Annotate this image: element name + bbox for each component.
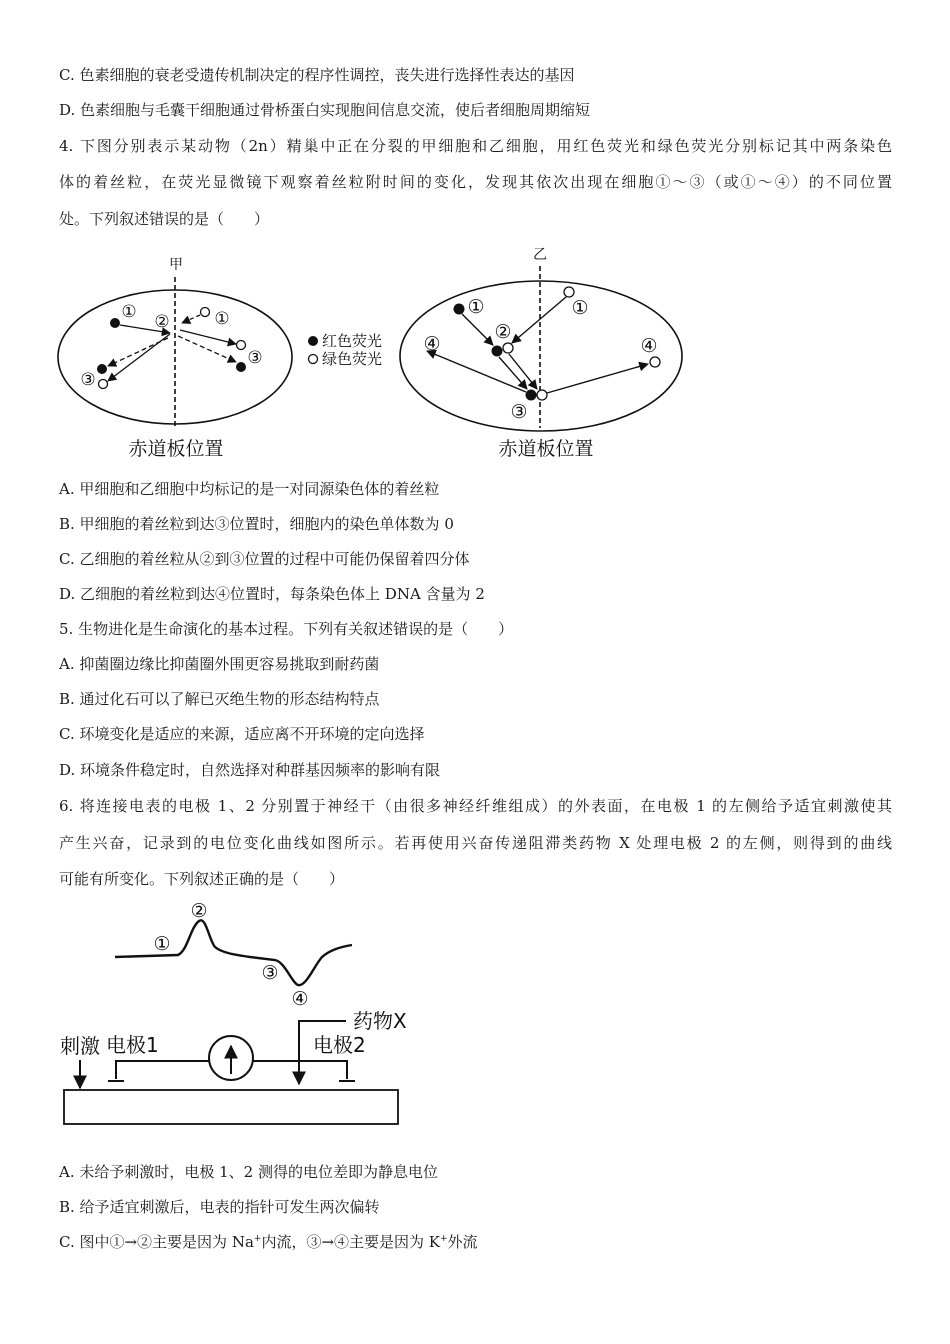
legend-green-label: 绿色荧光 [322,350,383,368]
q6-option-b: B. 给予适宜刺激后，电表的指针可发生两次偏转 [59,1198,380,1216]
q4-option-c: C. 乙细胞的着丝粒从②到③位置的过程中可能仍保留着四分体 [59,550,470,568]
plate-label-a: 赤道板位置 [128,438,224,460]
q4-option-a: A. 甲细胞和乙细胞中均标记的是一对同源染色体的着丝粒 [59,480,440,498]
plate-label-b: 赤道板位置 [498,438,594,460]
cell-a-green-3 [99,380,108,389]
q6-stem-line2: 产生兴奋，记录到的电位变化曲线如图所示。若再使用兴奋传递阻滞类药物 X 处理电极 2 的左侧，则得到的曲线 [59,834,892,852]
q4-stem-line2: 体的着丝粒，在荧光显微镜下观察着丝粒附时间的变化，发现其依次出现在细胞①～③（或①～④）的不同位置 [59,173,892,191]
cell-b-marker-2: ② [494,321,512,343]
q5-option-a: A. 抑菌圈边缘比抑菌圈外围更容易挑取到耐药菌 [59,655,380,673]
q4-figure [0,240,950,470]
cell-b-marker-1: ① [467,296,485,318]
q3-option-c: C. 色素细胞的衰老受遗传机制决定的程序性调控，丧失进行选择性表达的基因 [59,66,575,84]
curve-marker-3: ③ [261,962,279,984]
cell-a-marker-2: ② [154,312,170,332]
cell-a-marker-1: ① [121,302,137,322]
potential-curve [115,920,352,985]
legend-red-dot [308,336,318,346]
cell-a-label: 甲 [169,257,183,273]
electrode-2-label: 电极2 [313,1033,366,1057]
q4-option-b: B. 甲细胞的着丝粒到达③位置时，细胞内的染色单体数为 0 [59,515,454,533]
cell-a-green-1 [201,308,210,317]
legend-red-label: 红色荧光 [322,332,383,350]
curve-marker-4: ④ [291,988,309,1010]
electrode-1-label: 电极1 [106,1033,159,1057]
cell-b-label: 乙 [533,247,547,263]
cell-b-red-2 [492,346,503,357]
cell-b-red-3 [526,390,537,401]
q4-stem-line3: 处。下列叙述错误的是（ ） [59,210,270,228]
q6-figure [0,895,950,1135]
cell-a-marker-3: ③ [80,370,96,390]
stimulus-label: 刺激 [60,1034,100,1058]
q4-option-d: D. 乙细胞的着丝粒到达④位置时，每条染色体上 DNA 含量为 2 [59,585,485,603]
cell-a-red-1 [110,318,120,328]
q5-stem: 5. 生物进化是生命演化的基本过程。下列有关叙述错误的是（ ） [59,620,514,638]
q5-option-b: B. 通过化石可以了解已灭绝生物的形态结构特点 [59,690,380,708]
q3-option-d: D. 色素细胞与毛囊干细胞通过骨桥蛋白实现胞间信息交流，使后者细胞周期缩短 [59,101,591,119]
cell-a-green-3b [237,341,246,350]
cell-a-marker-3b: ③ [247,348,263,368]
cell-b-green-3 [537,390,547,400]
q6-stem-line1: 6. 将连接电表的电极 1、2 分别置于神经干（由很多神经纤维组成）的外表面，在电极 1 的左侧给予适宜刺激使其 [59,797,892,815]
legend-green-dot [309,355,318,364]
q5-option-c: C. 环境变化是适应的来源，适应离不开环境的定向选择 [59,725,425,743]
cell-b-green-1 [564,287,574,297]
q5-option-d: D. 环境条件稳定时，自然选择对种群基因频率的影响有限 [59,761,441,779]
cell-b-green-4 [650,357,660,367]
cell-b-marker-1b: ① [571,297,589,319]
curve-marker-2: ② [190,900,208,922]
q6-option-c: C. 图中①→②主要是因为 Na+内流，③→④主要是因为 K+外流 [59,1233,478,1251]
cell-b-marker-4: ④ [423,333,441,355]
q4-stem-line1: 4. 下图分别表示某动物（2n）精巢中正在分裂的甲细胞和乙细胞，用红色荧光和绿色荧光分别标记其中两条染色 [59,137,892,155]
cell-a-red-3 [97,364,107,374]
cell-b-green-2 [503,343,513,353]
cell-b-marker-3: ③ [510,401,528,423]
cell-b-red-1 [454,304,465,315]
q6-option-a: A. 未给予刺激时，电极 1、2 测得的电位差即为静息电位 [59,1163,438,1181]
curve-marker-1: ① [153,933,171,955]
cell-a-marker-1b: ① [214,309,230,329]
q6-stem-line3: 可能有所变化。下列叙述正确的是（ ） [59,870,345,888]
cell-a-red-3b [236,362,246,372]
drug-x-label: 药物X [353,1009,407,1033]
nerve-trunk [64,1090,398,1124]
cell-b-marker-4b: ④ [640,335,658,357]
